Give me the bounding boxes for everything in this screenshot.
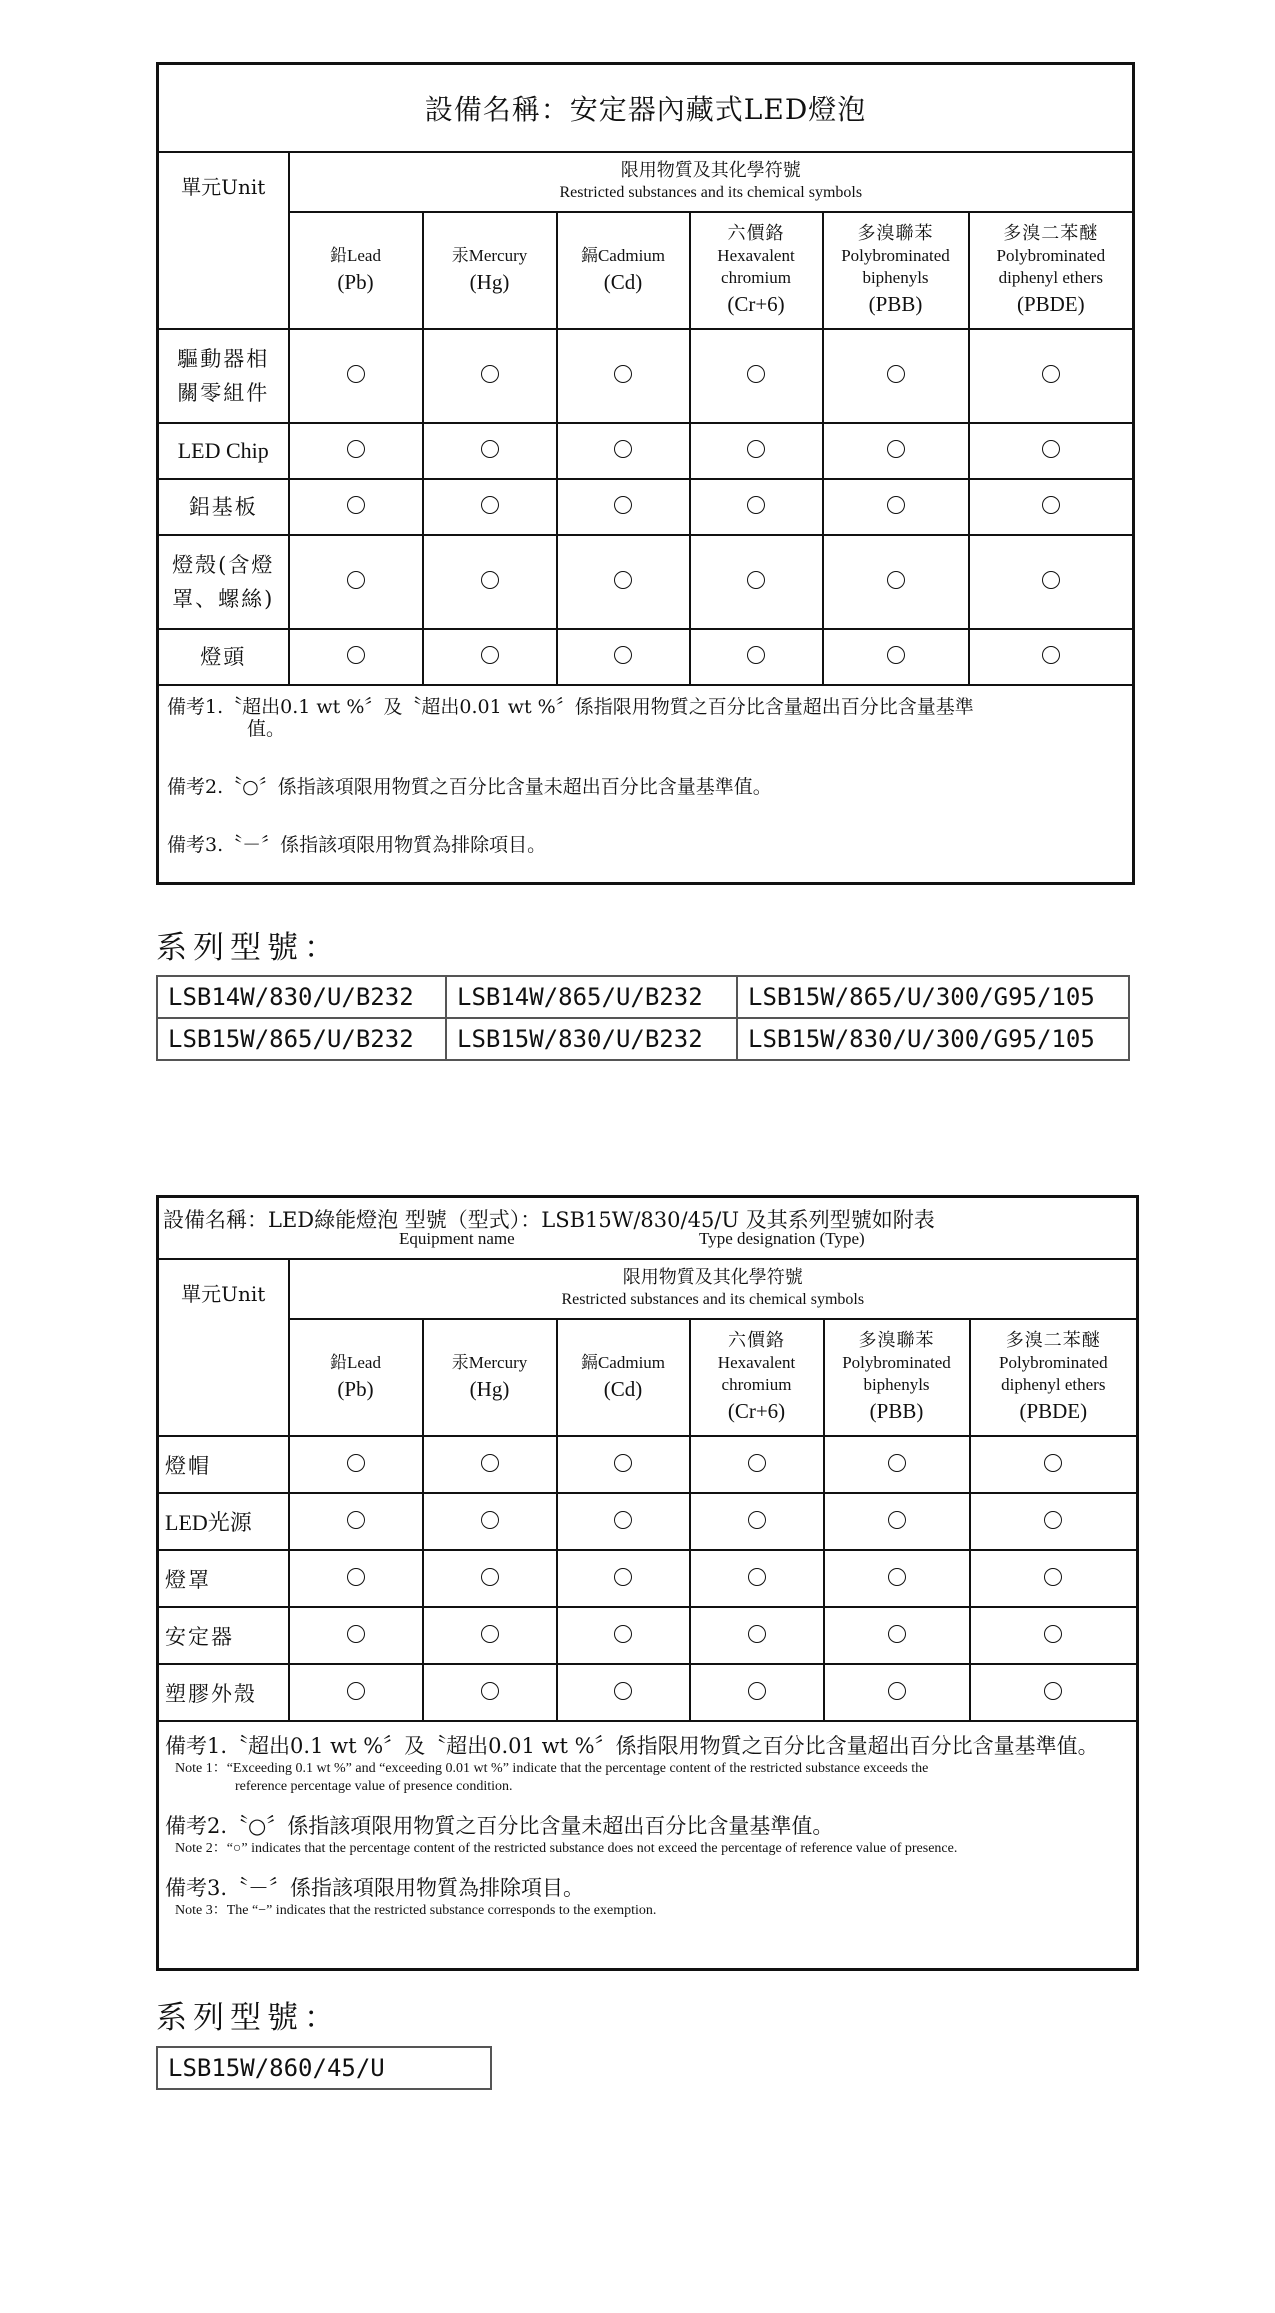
mark-cell	[824, 1493, 970, 1550]
circle-mark-icon	[347, 571, 365, 589]
title-zh: 設備名稱：LED綠能燈泡 型號（型式）：LSB15W/830/45/U 及其系列型號如附表	[163, 1208, 935, 1232]
circle-mark-icon	[481, 1682, 499, 1700]
note-3: 備考3.〝－〞係指該項限用物質為排除項目。	[167, 834, 547, 856]
circle-mark-icon	[1044, 1625, 1062, 1643]
circle-mark-icon	[1044, 1454, 1062, 1472]
model-cell: LSB14W/865/U/B232	[446, 976, 737, 1018]
substance-hexavalent-chromium-2: 六價鉻 Hexavalent chromium (Cr+6)	[690, 1319, 824, 1436]
mark-cell	[557, 1607, 690, 1664]
mark-cell	[423, 535, 557, 629]
mark-cell	[970, 1436, 1138, 1493]
row-label: 驅動器相 關零組件	[158, 329, 289, 423]
mark-cell	[969, 329, 1134, 423]
mark-cell	[289, 1664, 423, 1721]
mark-cell	[289, 1607, 423, 1664]
equipment-title: 設備名稱：安定器內藏式LED燈泡	[158, 64, 1134, 153]
circle-mark-icon	[347, 1682, 365, 1700]
circle-mark-icon	[748, 1511, 766, 1529]
mark-cell	[289, 1493, 423, 1550]
row-label: 燈罩	[158, 1550, 289, 1607]
circle-mark-icon	[614, 1511, 632, 1529]
circle-mark-icon	[614, 1682, 632, 1700]
circle-mark-icon	[888, 1625, 906, 1643]
circle-mark-icon	[347, 496, 365, 514]
mark-cell	[557, 329, 690, 423]
table-row	[158, 479, 1134, 535]
table-row	[158, 629, 1134, 685]
circle-mark-icon	[347, 440, 365, 458]
circle-mark-icon	[887, 440, 905, 458]
mark-cell	[690, 1436, 824, 1493]
model-cell: LSB15W/860/45/U	[157, 2047, 491, 2089]
mark-cell	[969, 423, 1134, 479]
circle-mark-icon	[747, 365, 765, 383]
circle-mark-icon	[887, 496, 905, 514]
model-cell: LSB14W/830/U/B232	[157, 976, 446, 1018]
mark-cell	[969, 535, 1134, 629]
circle-mark-icon	[481, 1511, 499, 1529]
circle-mark-icon	[347, 365, 365, 383]
mark-cell	[557, 1550, 690, 1607]
row-label: 燈頭	[158, 629, 289, 685]
substance-cadmium: 鎘Cadmium (Cd)	[557, 212, 690, 329]
restricted-substances-header-2	[289, 1259, 1138, 1319]
circle-mark-icon	[347, 1511, 365, 1529]
row-label: 鋁基板	[158, 479, 289, 535]
circle-mark-icon	[481, 1625, 499, 1643]
mark-cell	[690, 1550, 824, 1607]
mark-cell	[969, 629, 1134, 685]
series-model-grid-2	[156, 2046, 492, 2090]
mark-cell	[690, 423, 823, 479]
circle-mark-icon	[887, 571, 905, 589]
note-1-en: Note 1：“Exceeding 0.1 wt %” and “exceeding 0.01 wt %” indicate that the percentage content of the restricted substance exceeds the reference percentage value of presence condition.	[175, 1761, 929, 1794]
row-label: LED光源	[158, 1493, 289, 1550]
note-2-zh: 備考2.〝○〞係指該項限用物質之百分比含量未超出百分比含量基準值。	[165, 1814, 834, 1838]
rohs-table-2	[156, 1195, 1139, 1971]
mark-cell	[423, 629, 557, 685]
circle-mark-icon	[1042, 440, 1060, 458]
series-heading-2: 系列型號：	[156, 2000, 341, 2036]
mark-cell	[423, 1607, 557, 1664]
substance-pbde: 多溴二苯醚 Polybrominated diphenyl ethers (PBDE)	[969, 212, 1134, 329]
mark-cell	[289, 629, 423, 685]
mark-cell	[970, 1493, 1138, 1550]
row-label: 燈帽	[158, 1436, 289, 1493]
mark-cell	[289, 479, 423, 535]
row-label: 燈殼(含燈 罩、螺絲)	[158, 535, 289, 629]
table-row	[158, 1607, 1138, 1664]
type-designation-en: Type designation (Type)	[699, 1229, 865, 1248]
substance-pbb-2: 多溴聯苯 Polybrominated biphenyls (PBB)	[824, 1319, 970, 1436]
circle-mark-icon	[1044, 1511, 1062, 1529]
circle-mark-icon	[614, 1625, 632, 1643]
circle-mark-icon	[614, 1568, 632, 1586]
mark-cell	[823, 329, 969, 423]
restricted-zh: 限用物質及其化學符號	[620, 160, 801, 181]
mark-cell	[289, 1436, 423, 1493]
mark-cell	[557, 629, 690, 685]
mark-cell	[423, 1436, 557, 1493]
mark-cell	[423, 329, 557, 423]
mark-cell	[970, 1664, 1138, 1721]
mark-cell	[557, 535, 690, 629]
note-3-zh: 備考3.〝－〞係指該項限用物質為排除項目。	[165, 1876, 585, 1900]
circle-mark-icon	[1044, 1568, 1062, 1586]
mark-cell	[690, 1607, 824, 1664]
circle-mark-icon	[747, 646, 765, 664]
mark-cell	[289, 329, 423, 423]
mark-cell	[690, 479, 823, 535]
restricted-zh-2: 限用物質及其化學符號	[622, 1267, 803, 1288]
circle-mark-icon	[888, 1682, 906, 1700]
mark-cell	[557, 1493, 690, 1550]
model-cell: LSB15W/865/U/B232	[157, 1018, 446, 1060]
circle-mark-icon	[614, 440, 632, 458]
substance-mercury-2: 汞Mercury (Hg)	[423, 1319, 557, 1436]
mark-cell	[824, 1436, 970, 1493]
circle-mark-icon	[1044, 1682, 1062, 1700]
substance-lead: 鉛Lead (Pb)	[289, 212, 423, 329]
mark-cell	[690, 535, 823, 629]
circle-mark-icon	[481, 1454, 499, 1472]
mark-cell	[557, 479, 690, 535]
mark-cell	[970, 1550, 1138, 1607]
circle-mark-icon	[748, 1454, 766, 1472]
model-cell: LSB15W/865/U/300/G95/105	[737, 976, 1129, 1018]
table-row	[158, 423, 1134, 479]
note-3-en: Note 3：The “−” indicates that the restricted substance corresponds to the exemption.	[175, 1903, 657, 1918]
mark-cell	[824, 1664, 970, 1721]
circle-mark-icon	[888, 1454, 906, 1472]
note-1: 備考1.〝超出0.1 wt %〞及〝超出0.01 wt %〞係指限用物質之百分比含量超出百分比含量基準	[167, 696, 974, 718]
circle-mark-icon	[748, 1682, 766, 1700]
restricted-substances-header	[289, 152, 1134, 212]
table-row	[158, 1664, 1138, 1721]
circle-mark-icon	[481, 440, 499, 458]
substance-pbde-2: 多溴二苯醚 Polybrominated diphenyl ethers (PBDE)	[970, 1319, 1138, 1436]
mark-cell	[824, 1607, 970, 1664]
circle-mark-icon	[614, 1454, 632, 1472]
circle-mark-icon	[614, 496, 632, 514]
substance-pbb: 多溴聯苯 Polybrominated biphenyls (PBB)	[823, 212, 969, 329]
circle-mark-icon	[1042, 365, 1060, 383]
circle-mark-icon	[747, 571, 765, 589]
circle-mark-icon	[748, 1625, 766, 1643]
rohs-table-1	[156, 62, 1135, 885]
note-1-zh: 備考1.〝超出0.1 wt %〞及〝超出0.01 wt %〞係指限用物質之百分比含量超出百分比含量基準值。	[165, 1734, 1099, 1758]
mark-cell	[423, 1664, 557, 1721]
row-label: LED Chip	[158, 423, 289, 479]
mark-cell	[557, 1664, 690, 1721]
circle-mark-icon	[1042, 496, 1060, 514]
mark-cell	[823, 535, 969, 629]
circle-mark-icon	[614, 571, 632, 589]
substance-hexavalent-chromium: 六價鉻 Hexavalent chromium (Cr+6)	[690, 212, 823, 329]
row-label: 安定器	[158, 1607, 289, 1664]
table-row	[158, 329, 1134, 423]
series-heading: 系列型號：	[156, 930, 341, 966]
circle-mark-icon	[481, 1568, 499, 1586]
substance-mercury: 汞Mercury (Hg)	[423, 212, 557, 329]
notes-block-2	[158, 1721, 1138, 1970]
mark-cell	[823, 629, 969, 685]
model-cell: LSB15W/830/U/300/G95/105	[737, 1018, 1129, 1060]
circle-mark-icon	[887, 365, 905, 383]
mark-cell	[557, 1436, 690, 1493]
note-1-continued: 值。	[247, 718, 286, 740]
mark-cell	[423, 423, 557, 479]
circle-mark-icon	[347, 1454, 365, 1472]
circle-mark-icon	[347, 1568, 365, 1586]
note-2: 備考2.〝○〞係指該項限用物質之百分比含量未超出百分比含量基準值。	[167, 776, 772, 798]
equipment-name-en: Equipment name	[399, 1229, 515, 1248]
mark-cell	[970, 1607, 1138, 1664]
mark-cell	[289, 1550, 423, 1607]
unit-header: 單元Unit	[158, 152, 289, 329]
mark-cell	[690, 329, 823, 423]
mark-cell	[690, 1493, 824, 1550]
table-row	[158, 535, 1134, 629]
notes-block	[158, 685, 1134, 884]
row-label: 塑膠外殼	[158, 1664, 289, 1721]
unit-header-2: 單元Unit	[158, 1259, 289, 1436]
equipment-title-2	[158, 1197, 1138, 1260]
model-cell: LSB15W/830/U/B232	[446, 1018, 737, 1060]
restricted-en-2: Restricted substances and its chemical symbols	[561, 1291, 865, 1308]
note-2-en: Note 2：“○” indicates that the percentage content of the restricted substance does not exceed the percentage of reference value of presence.	[175, 1841, 958, 1856]
mark-cell	[690, 1664, 824, 1721]
circle-mark-icon	[747, 496, 765, 514]
mark-cell	[690, 629, 823, 685]
mark-cell	[823, 423, 969, 479]
circle-mark-icon	[614, 646, 632, 664]
substance-lead-2: 鉛Lead (Pb)	[289, 1319, 423, 1436]
circle-mark-icon	[481, 571, 499, 589]
circle-mark-icon	[347, 1625, 365, 1643]
table-row	[158, 1436, 1138, 1493]
restricted-en: Restricted substances and its chemical symbols	[559, 184, 863, 201]
substance-cadmium-2: 鎘Cadmium (Cd)	[557, 1319, 690, 1436]
circle-mark-icon	[347, 646, 365, 664]
mark-cell	[289, 535, 423, 629]
circle-mark-icon	[888, 1511, 906, 1529]
mark-cell	[423, 1550, 557, 1607]
circle-mark-icon	[1042, 646, 1060, 664]
table-row	[158, 1493, 1138, 1550]
table-row	[158, 1550, 1138, 1607]
circle-mark-icon	[887, 646, 905, 664]
circle-mark-icon	[481, 496, 499, 514]
mark-cell	[289, 423, 423, 479]
mark-cell	[969, 479, 1134, 535]
mark-cell	[824, 1550, 970, 1607]
mark-cell	[823, 479, 969, 535]
circle-mark-icon	[748, 1568, 766, 1586]
circle-mark-icon	[1042, 571, 1060, 589]
series-model-grid	[156, 975, 1130, 1061]
circle-mark-icon	[747, 440, 765, 458]
circle-mark-icon	[888, 1568, 906, 1586]
mark-cell	[557, 423, 690, 479]
circle-mark-icon	[614, 365, 632, 383]
circle-mark-icon	[481, 646, 499, 664]
mark-cell	[423, 479, 557, 535]
circle-mark-icon	[481, 365, 499, 383]
mark-cell	[423, 1493, 557, 1550]
